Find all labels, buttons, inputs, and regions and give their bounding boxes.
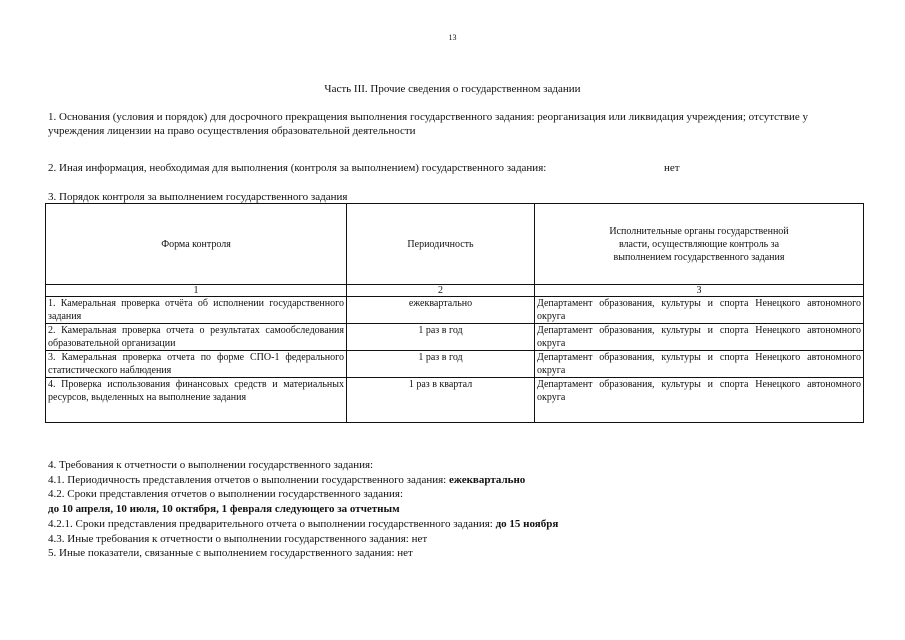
row-authority: Департамент образования, культуры и спорта Ненецкого автономного округа	[535, 378, 864, 423]
requirement-4-2-1-value: до 15 ноября	[495, 517, 559, 530]
section-2-label: 2. Иная информация, необходимая для выполнения (контроля за выполнением) государственного задания:	[48, 162, 547, 174]
row-form: 2. Камеральная проверка отчета о результатах самообследования образовательной организации	[46, 324, 347, 351]
column-number: 2	[347, 285, 535, 297]
row-period: 1 раз в год	[347, 351, 535, 378]
header-form-of-control: Форма контроля	[46, 204, 347, 285]
row-period: 1 раз в год	[347, 324, 535, 351]
part-title: Часть III. Прочие сведения о государственном задании	[324, 83, 581, 95]
header-periodicity: Периодичность	[347, 204, 535, 285]
requirement-4-1-label: 4.1. Периодичность представления отчетов о выполнении государственного задания:	[48, 473, 447, 486]
table-row	[46, 351, 864, 378]
requirement-4-3: 4.3. Иные требования к отчетности о выполнении государственного задания: нет	[48, 532, 428, 545]
table-row	[46, 297, 864, 324]
requirement-4-2-label: 4.2. Сроки представления отчетов о выполнении государственного задания:	[48, 488, 404, 501]
row-form: 1. Камеральная проверка отчёта об исполнении государственного задания	[46, 297, 347, 324]
control-table	[45, 203, 864, 423]
section-3-title: 3. Порядок контроля за выполнением государственного задания	[48, 191, 348, 203]
reporting-requirements	[48, 458, 863, 561]
column-number-row	[46, 285, 864, 297]
section-2-other-info	[48, 161, 863, 175]
row-authority: Департамент образования, культуры и спорта Ненецкого автономного округа	[535, 351, 864, 378]
requirement-4-2-1	[48, 517, 863, 532]
section-1-termination-grounds: 1. Основания (условия и порядок) для досрочного прекращения выполнения государственного задания: реорганизация или ликвидация учреждения; отсутствие у учреждения лицензии на право осуществления образовательной деятельности	[48, 111, 809, 137]
requirement-4-1	[48, 473, 863, 488]
row-period: 1 раз в квартал	[347, 378, 535, 423]
page-number: 13	[448, 33, 457, 42]
requirement-4-2-value: до 10 апреля, 10 июля, 10 октября, 1 февраля следующего за отчетным	[48, 503, 400, 516]
table-header-row	[46, 204, 864, 285]
row-period: ежеквартально	[347, 297, 535, 324]
row-form: 4. Проверка использования финансовых средств и материальных ресурсов, выделенных на выполнение задания	[46, 378, 347, 423]
row-form: 3. Камеральная проверка отчета по форме СПО-1 федерального статистического наблюдения	[46, 351, 347, 378]
table-row	[46, 378, 864, 423]
requirements-title: 4. Требования к отчетности о выполнении государственного задания:	[48, 459, 374, 471]
column-number: 1	[46, 285, 347, 297]
requirement-5: 5. Иные показатели, связанные с выполнением государственного задания: нет	[48, 547, 413, 560]
column-number: 3	[535, 285, 864, 297]
requirement-4-1-value: ежеквартально	[448, 473, 526, 486]
table-row	[46, 324, 864, 351]
requirement-4-2-1-label: 4.2.1. Сроки представления предварительного отчета о выполнении государственного задания:	[48, 517, 493, 530]
header-control-authority: Исполнительные органы государственной власти, осуществляющие контроль за выполнением государственного задания	[535, 204, 864, 285]
section-2-value: нет	[664, 162, 680, 174]
row-authority: Департамент образования, культуры и спорта Ненецкого автономного округа	[535, 297, 864, 324]
row-authority: Департамент образования, культуры и спорта Ненецкого автономного округа	[535, 324, 864, 351]
